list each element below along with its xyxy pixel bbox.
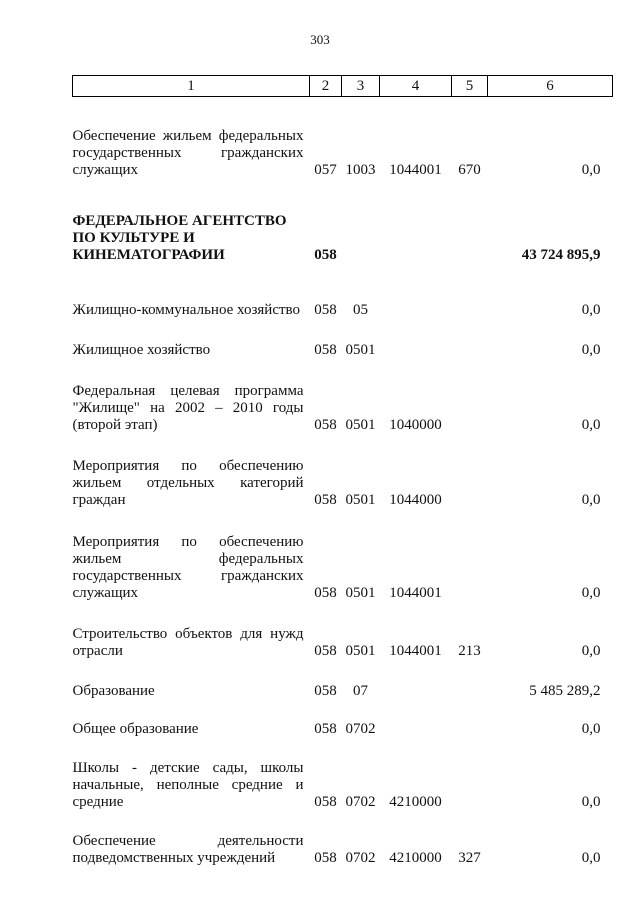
row-code-2: 058 (314, 585, 337, 601)
row-code-4: 1044001 (389, 585, 442, 601)
table-row (73, 620, 613, 660)
table-body (73, 97, 613, 868)
row-code-2: 058 (314, 643, 337, 659)
row-code-5: 327 (458, 850, 481, 866)
row-spacer (73, 264, 613, 279)
row-amount: 5 485 289,2 (529, 683, 601, 699)
row-amount: 43 724 895,9 (521, 247, 601, 263)
row-amount: 0,0 (581, 342, 601, 358)
row-code-4: 4210000 (389, 794, 442, 810)
row-code-5 (452, 452, 488, 509)
row-amount: 0,0 (581, 585, 601, 601)
table-row (73, 754, 613, 811)
table-row (73, 452, 613, 509)
row-code-2: 058 (314, 417, 337, 433)
row-spacer (73, 359, 613, 377)
table-row (73, 111, 613, 179)
row-name: ФЕДЕРАЛЬНОЕ АГЕНТСТВО ПО КУЛЬТУРЕ И КИНЕМАТОГРАФИИ (72, 213, 287, 263)
table-row (73, 827, 613, 867)
spacer-cell (73, 700, 613, 718)
row-code-3: 0501 (345, 585, 376, 601)
row-code-4 (380, 680, 452, 700)
row-spacer (73, 509, 613, 527)
row-amount: 0,0 (581, 162, 601, 178)
row-name: Мероприятия по обеспечению жильем федеральных государственных гражданских служащих (72, 534, 304, 601)
row-code-3 (342, 202, 380, 264)
row-spacer (73, 319, 613, 339)
row-code-2: 058 (314, 492, 337, 508)
row-code-5 (452, 527, 488, 602)
row-amount: 0,0 (581, 643, 601, 659)
table-row (73, 680, 613, 700)
row-amount: 0,0 (581, 492, 601, 508)
header-row (73, 76, 613, 97)
row-code-4: 4210000 (389, 850, 442, 866)
row-code-2: 057 (314, 162, 337, 178)
row-spacer (73, 97, 613, 112)
row-code-3: 0702 (345, 850, 376, 866)
spacer-cell (73, 602, 613, 620)
row-code-3: 0702 (345, 721, 376, 737)
row-name: Образование (72, 683, 155, 699)
column-header-2: 2 (310, 76, 342, 97)
row-code-5 (452, 279, 488, 319)
row-code-4 (380, 202, 452, 264)
row-code-3: 05 (353, 302, 368, 318)
column-header-6: 6 (488, 76, 613, 97)
row-code-5 (452, 680, 488, 700)
table-row (73, 202, 613, 264)
spacer-cell (73, 738, 613, 754)
table-row (73, 279, 613, 319)
row-spacer (73, 660, 613, 680)
spacer-cell (73, 509, 613, 527)
row-spacer (73, 811, 613, 827)
row-name: Федеральная целевая программа "Жилище" на 2002 – 2010 годы (второй этап) (72, 383, 304, 433)
row-code-3: 0501 (345, 342, 376, 358)
row-code-2: 058 (314, 302, 337, 318)
row-code-3: 0501 (345, 643, 376, 659)
row-name: Обеспечение жильем федеральных государственных гражданских служащих (72, 128, 304, 178)
row-code-3: 07 (353, 683, 368, 699)
row-amount: 0,0 (581, 302, 601, 318)
row-code-4: 1044000 (389, 492, 442, 508)
table-row (73, 527, 613, 602)
row-code-5 (452, 754, 488, 811)
row-name: Мероприятия по обеспечению жильем отдельных категорий граждан (72, 458, 304, 508)
row-code-5: 213 (458, 643, 481, 659)
row-code-2: 058 (314, 850, 337, 866)
row-code-4: 1044001 (389, 643, 442, 659)
row-spacer (73, 602, 613, 620)
row-amount: 0,0 (581, 417, 601, 433)
row-code-3: 0501 (345, 492, 376, 508)
row-code-5 (452, 377, 488, 434)
spacer-cell (73, 97, 613, 112)
row-code-4: 1044001 (389, 162, 442, 178)
row-code-3: 0501 (345, 417, 376, 433)
row-amount: 0,0 (581, 850, 601, 866)
row-spacer (73, 700, 613, 718)
column-header-4: 4 (380, 76, 452, 97)
row-code-4 (380, 279, 452, 319)
row-code-5 (452, 202, 488, 264)
table-row (73, 377, 613, 434)
row-spacer (73, 434, 613, 452)
page-number: 303 (310, 32, 330, 47)
spacer-cell (73, 660, 613, 680)
row-code-2: 058 (314, 794, 337, 810)
row-code-2: 058 (314, 247, 337, 263)
row-code-2: 058 (314, 342, 337, 358)
column-header-5: 5 (452, 76, 488, 97)
row-name: Общее образование (72, 721, 199, 737)
row-code-2: 058 (314, 721, 337, 737)
row-code-4 (380, 339, 452, 359)
row-code-3: 1003 (345, 162, 376, 178)
spacer-cell (73, 359, 613, 377)
row-amount: 0,0 (581, 794, 601, 810)
spacer-cell (73, 319, 613, 339)
row-spacer (73, 738, 613, 754)
row-name: Школы - детские сады, школы начальные, неполные средние и средние (72, 760, 304, 810)
row-name: Жилищное хозяйство (72, 342, 211, 358)
row-amount: 0,0 (581, 721, 601, 737)
spacer-cell (73, 811, 613, 827)
budget-table (72, 75, 613, 867)
spacer-cell (73, 264, 613, 279)
row-spacer (73, 179, 613, 202)
row-code-4: 1040000 (389, 417, 442, 433)
row-code-4 (380, 718, 452, 738)
column-header-1: 1 (73, 76, 310, 97)
table-header (73, 76, 613, 97)
row-code-5 (452, 718, 488, 738)
spacer-cell (73, 179, 613, 202)
table-row (73, 339, 613, 359)
spacer-cell (73, 434, 613, 452)
table-row (73, 718, 613, 738)
row-code-5 (452, 339, 488, 359)
row-name: Обеспечение деятельности подведомственных учреждений (72, 833, 304, 866)
row-name: Жилищно-коммунальное хозяйство (72, 302, 301, 318)
column-header-3: 3 (342, 76, 380, 97)
row-name: Строительство объектов для нужд отрасли (72, 626, 304, 659)
row-code-2: 058 (314, 683, 337, 699)
row-code-3: 0702 (345, 794, 376, 810)
row-code-5: 670 (458, 162, 481, 178)
